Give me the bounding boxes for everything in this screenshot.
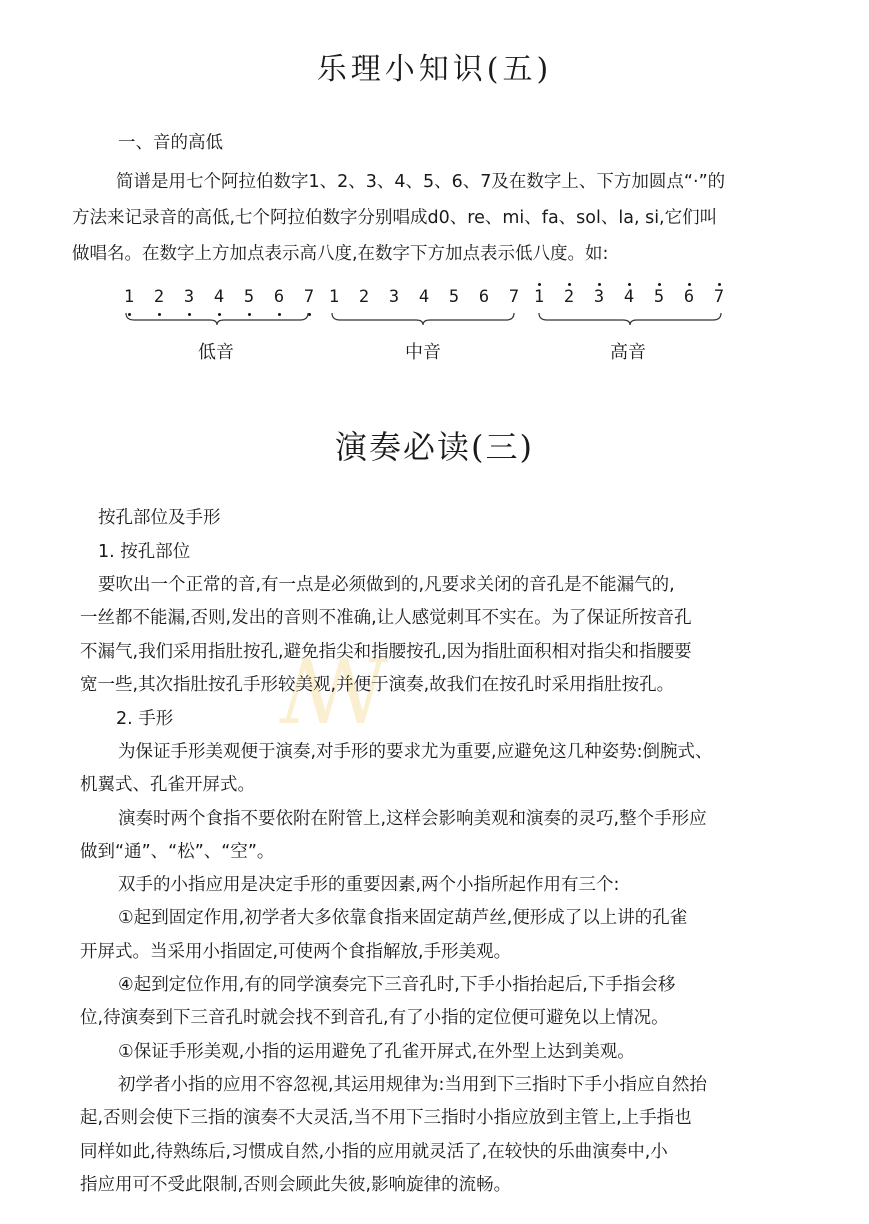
paragraph-line: 同样如此,待熟练后,习惯成自然,小指的应用就灵活了,在较快的乐曲演奏中,小 bbox=[80, 1142, 668, 1162]
notation-digit: 4 bbox=[213, 287, 225, 307]
notation-digit: 6 bbox=[478, 287, 490, 307]
notation-digit: 2 bbox=[563, 287, 575, 307]
notation-digit: 2 bbox=[153, 287, 165, 307]
paragraph-line: 初学者小指的应用不容忽视,其运用规律为:当用到下三指时下手小指应自然抬 bbox=[118, 1075, 707, 1095]
notation-digit: 7 bbox=[303, 287, 315, 307]
high-brace bbox=[537, 312, 723, 326]
notation-digit: 5 bbox=[448, 287, 460, 307]
paragraph-line: 位,待演奏到下三音孔时就会找不到音孔,有了小指的定位便可避免以上情况。 bbox=[80, 1008, 669, 1028]
paragraph-line: 做唱名。在数字上方加点表示高八度,在数字下方加点表示低八度。如: bbox=[72, 244, 609, 264]
notation-digit: 4 bbox=[418, 287, 430, 307]
notation-digit: 1 bbox=[533, 287, 545, 307]
paragraph-line: 宽一些,其次指肚按孔手形较美观,并便于演奏,故我们在按孔时采用指肚按孔。 bbox=[80, 675, 675, 695]
notation-digit: 1 bbox=[328, 287, 340, 307]
notation-digit: 7 bbox=[508, 287, 520, 307]
subsection-heading: 2. 手形 bbox=[116, 709, 174, 729]
page-title: 乐理小知识(五) bbox=[316, 52, 553, 87]
paragraph-line: 起,否则会使下三指的演奏不大灵活,当不用下三指时小指应放到主管上,上手指也 bbox=[80, 1108, 692, 1128]
section-heading: 一、音的高低 bbox=[118, 133, 223, 153]
paragraph-line: ①起到固定作用,初学者大多依靠食指来固定葫芦丝,便形成了以上讲的孔雀 bbox=[118, 908, 688, 928]
paragraph-line: 机翼式、孔雀开屏式。 bbox=[80, 775, 255, 795]
paragraph-line: 简谱是用七个阿拉伯数字1、2、3、4、5、6、7及在数字上、下方加圆点“·”的 bbox=[116, 172, 726, 192]
paragraph-line: ④起到定位作用,有的同学演奏完下三音孔时,下手小指抬起后,下手指会移 bbox=[118, 975, 676, 995]
notation-digit: 3 bbox=[593, 287, 605, 307]
middle-brace bbox=[330, 312, 516, 326]
group-label-high: 高音 bbox=[610, 342, 646, 363]
paragraph-line: ①保证手形美观,小指的运用避免了孔雀开屏式,在外型上达到美观。 bbox=[118, 1042, 635, 1062]
paragraph-line: 方法来记录音的高低,七个阿拉伯数字分别唱成d0、re、mi、fa、sol、la, si,它们叫 bbox=[72, 208, 718, 228]
notation-digit: 3 bbox=[183, 287, 195, 307]
paragraph-line: 指应用可不受此限制,否则会顾此失彼,影响旋律的流畅。 bbox=[80, 1175, 512, 1195]
paragraph-line: 双手的小指应用是决定手形的重要因素,两个小指所起作用有三个: bbox=[118, 875, 620, 895]
notation-digit: 5 bbox=[243, 287, 255, 307]
paragraph-line: 为保证手形美观便于演奏,对手形的要求尤为重要,应避免这几种姿势:倒腕式、 bbox=[118, 742, 713, 762]
subsection-heading: 1. 按孔部位 bbox=[98, 542, 191, 562]
low-brace bbox=[124, 312, 310, 326]
notation-digit: 1 bbox=[123, 287, 135, 307]
section-title: 演奏必读(三) bbox=[335, 428, 534, 466]
notation-digit: 3 bbox=[388, 287, 400, 307]
paragraph-line: 一丝都不能漏,否则,发出的音则不准确,让人感觉刺耳不实在。为了保证所按音孔 bbox=[80, 608, 692, 628]
paragraph-line: 演奏时两个食指不要依附在附管上,这样会影响美观和演奏的灵巧,整个手形应 bbox=[118, 809, 707, 829]
watermark: ꟿ bbox=[280, 640, 389, 745]
paragraph-line: 开屏式。当采用小指固定,可使两个食指解放,手形美观。 bbox=[80, 942, 512, 962]
group-label-middle: 中音 bbox=[405, 342, 441, 363]
paragraph-line: 做到“通”、“松”、“空”。 bbox=[80, 842, 275, 862]
notation-digit: 6 bbox=[683, 287, 695, 307]
paragraph-line: 不漏气,我们采用指肚按孔,避免指尖和指腰按孔,因为指肚面积相对指尖和指腰要 bbox=[80, 642, 692, 662]
notation-digit: 4 bbox=[623, 287, 635, 307]
subsection-heading: 按孔部位及手形 bbox=[98, 508, 221, 528]
paragraph-line: 要吹出一个正常的音,有一点是必须做到的,凡要求关闭的音孔是不能漏气的, bbox=[98, 575, 675, 595]
group-label-low: 低音 bbox=[198, 342, 234, 363]
notation-digit: 6 bbox=[273, 287, 285, 307]
notation-digit: 2 bbox=[358, 287, 370, 307]
notation-digit: 7 bbox=[713, 287, 725, 307]
notation-digit: 5 bbox=[653, 287, 665, 307]
